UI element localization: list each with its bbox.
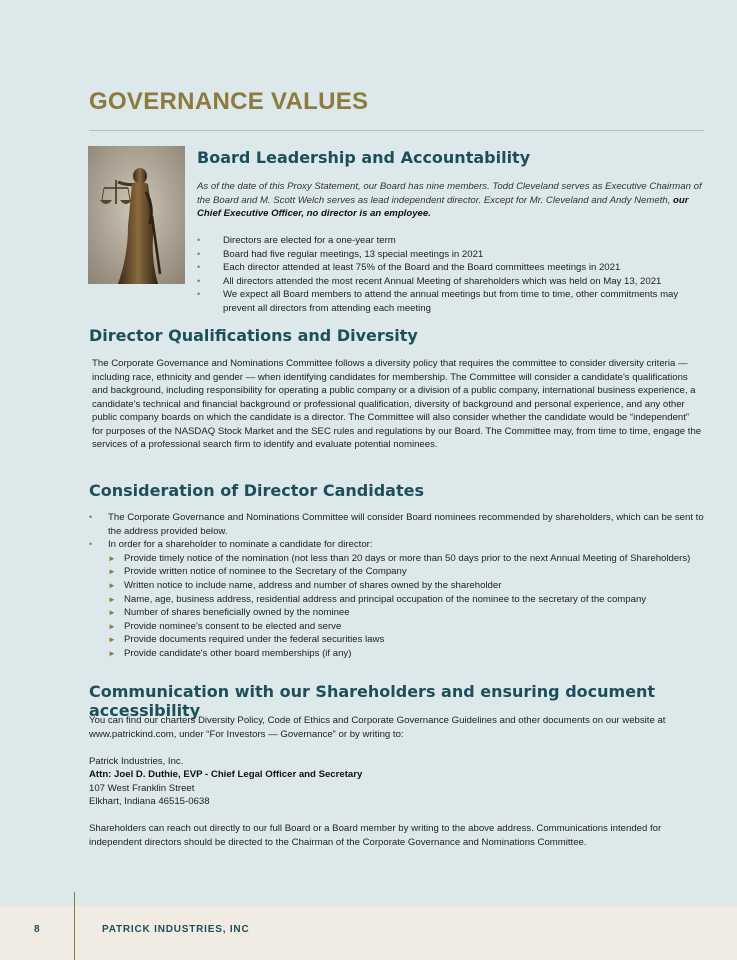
list-item: • The Corporate Governance and Nominations Committee will consider Board nominees recommended by shareholders, which can be sent to the address provided below. [89, 511, 704, 538]
communication-body [89, 714, 709, 863]
list-item: • All directors attended the most recent Annual Meeting of shareholders which was held on May 13, 2021 [197, 275, 712, 289]
candidates-list [89, 511, 704, 661]
board-intro-main: As of the date of this Proxy Statement, our Board has nine members. Todd Cleveland serves as Executive Chairman of the Board and M. Scott Welch serves as lead independent director. Except for Mr. Cleveland and Andy Nemeth, [197, 181, 702, 206]
section-title-board-leadership: Board Leadership and Accountability [197, 148, 531, 167]
address-company: Patrick Industries, Inc. [89, 755, 184, 767]
nomination-requirements-list [108, 552, 704, 661]
page-title: GOVERNANCE VALUES [89, 88, 369, 115]
list-item: ► Name, age, business address, residential address and principal occupation of the nominee to the secretary of the company [108, 593, 704, 607]
list-item: ► Provide nominee's consent to be elected and serve [108, 620, 704, 634]
address-attention: Attn: Joel D. Duthie, EVP - Chief Legal Officer and Secretary [89, 769, 363, 780]
list-item [89, 538, 704, 660]
lady-justice-image [88, 146, 185, 284]
section-title-candidates: Consideration of Director Candidates [89, 481, 424, 500]
section-title-communication: Communication with our Shareholders and ensuring document accessibility [89, 682, 656, 720]
board-facts-list [197, 234, 712, 316]
board-intro-text [197, 180, 707, 221]
list-item: ► Provide timely notice of the nomination (not less than 20 days or more than 50 days prior to the next Annual Meeting of Shareholders) [108, 552, 704, 566]
footer-company-name: PATRICK INDUSTRIES, INC [102, 924, 250, 935]
list-item: ► Number of shares beneficially owned by the nominee [108, 606, 704, 620]
list-item: • We expect all Board members to attend the annual meetings but from time to time, other commitments may prevent all directors from attending each meeting [197, 288, 712, 315]
list-item: • Directors are elected for a one-year term [197, 234, 712, 248]
list-item: ► Provide candidate's other board memberships (if any) [108, 647, 704, 661]
qualifications-paragraph: The Corporate Governance and Nominations Committee follows a diversity policy that requires the committee to consider diversity criteria — including race, ethnicity and gender — when identifying candidates for membership. The Committee will consider a candidate's qualifications and background, including responsibility for operating a public company or a division of a public company, international business experience, a candidate's technical and financial background or professional qualification, diversity of background and personal experience, and any other public company boards on which the candidate is a director. The Committee will also consider whether the candidate would be “independent” for purposes of the NASDAQ Stock Market and the SEC rules and regulations by our Board. The Committee may, from time to time, engage the services of a professional search firm to identify and evaluate potential nominees. [92, 358, 702, 450]
list-item-text: In order for a shareholder to nominate a candidate for director: [108, 539, 373, 551]
list-item: ► Provide written notice of nominee to the Secretary of the Company [108, 565, 704, 579]
section-title-qualifications: Director Qualifications and Diversity [89, 326, 418, 345]
board-intro-emphasis: our Chief Executive Officer, no director is an employee. [197, 194, 689, 219]
address-city: Elkhart, Indiana 46515-0638 [89, 796, 210, 807]
list-item: • Each director attended at least 75% of the Board and the Board committees meetings in 2021 [197, 261, 712, 275]
page-number: 8 [34, 924, 40, 935]
list-item: ► Written notice to include name, address and number of shares owned by the shareholder [108, 579, 704, 593]
list-item: ► Provide documents required under the federal securities laws [108, 633, 704, 647]
mailing-address [89, 755, 709, 809]
title-divider [89, 130, 704, 131]
communication-paragraph: You can find our charters Diversity Policy, Code of Ethics and Corporate Governance Guidelines and other documents on our website at www.patrickind.com, under “For Investors — Governance” or by writing to: [89, 715, 666, 740]
address-street: 107 West Franklin Street [89, 782, 195, 794]
communication-paragraph: Shareholders can reach out directly to our full Board or a Board member by writing to the above address. Communications intended for independent directors should be directed to the Chairman of the Corporate Governance and Nominations Committee. [89, 823, 662, 848]
list-item: • Board had five regular meetings, 13 special meetings in 2021 [197, 248, 712, 262]
footer-divider [74, 892, 75, 960]
